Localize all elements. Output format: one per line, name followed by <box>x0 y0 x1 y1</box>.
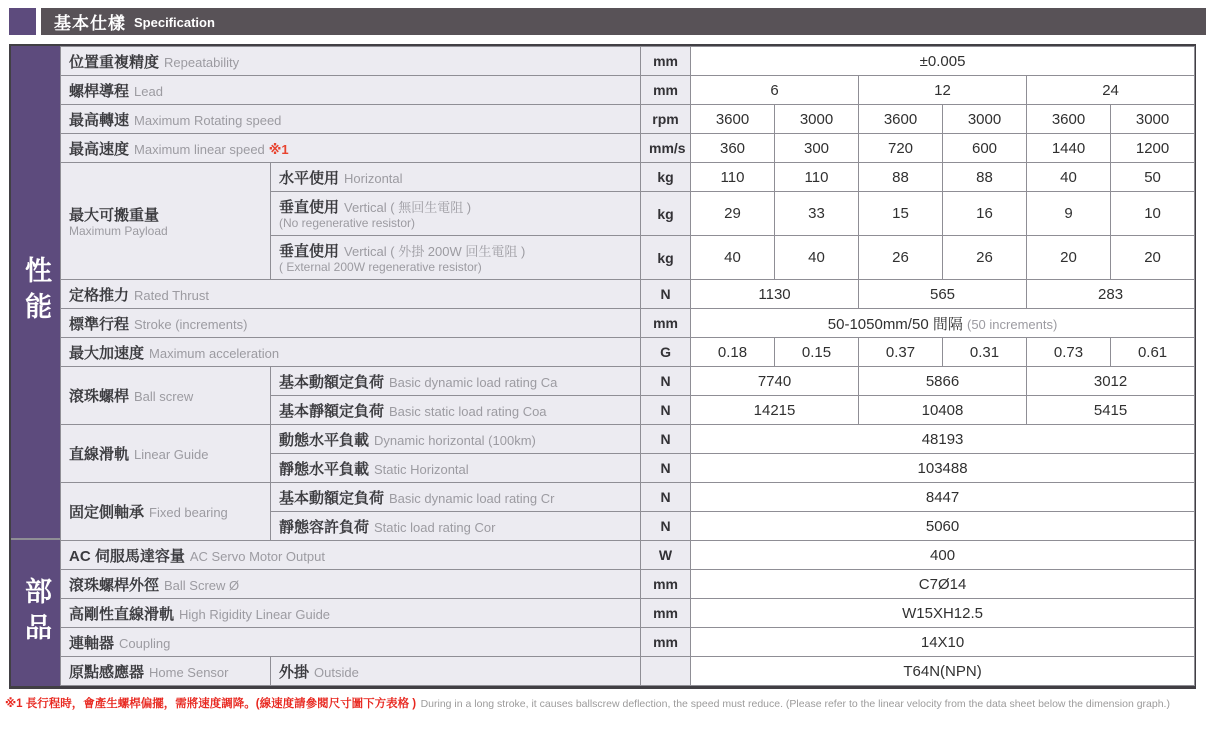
label-en: Linear Guide <box>134 447 209 462</box>
category-performance-label: 性能 <box>21 255 51 328</box>
payload-vertical-ext-regen-value-1: 40 <box>775 236 859 280</box>
category-parts <box>11 538 60 686</box>
payload-horizontal-value-2: 88 <box>859 163 943 192</box>
label-en: Vertical ( 無回生電阻 ) <box>344 200 472 216</box>
label-en: Stroke (increments) <box>134 316 248 332</box>
row-coupling <box>61 628 1195 657</box>
label-en: Maximum Payload <box>69 223 168 238</box>
rigidity-guide-unit: mm <box>641 599 691 628</box>
rated-thrust-unit: N <box>641 280 691 309</box>
row-rated-thrust <box>61 280 1195 309</box>
label-zh: 水平使用 <box>279 169 340 187</box>
label-zh: 垂直使用 <box>279 243 340 261</box>
payload-vertical-ext-regen-value-4: 20 <box>1027 236 1111 280</box>
stroke-value <box>691 309 1195 338</box>
max-payload-group-label <box>61 163 271 280</box>
payload-horizontal-value-1: 110 <box>775 163 859 192</box>
label-en: Rated Thrust <box>134 287 209 303</box>
payload-vertical-ext-regen-value-0: 40 <box>691 236 775 280</box>
ball-screw-static-label <box>271 396 641 425</box>
label-zh: 滾珠螺桿 <box>69 388 130 405</box>
label-en: Ball Screw Ø <box>164 577 240 593</box>
max-rotating-speed-value-1: 3000 <box>775 105 859 134</box>
label-en: AC Servo Motor Output <box>189 548 325 564</box>
label-zh: 外掛 <box>279 663 310 681</box>
label-en-line2: (No regenerative resistor) <box>279 216 416 231</box>
max-rotating-speed-value-5: 3000 <box>1111 105 1195 134</box>
max-linear-speed-value-1: 300 <box>775 134 859 163</box>
payload-vertical-ext-regen-value-2: 26 <box>859 236 943 280</box>
max-rotating-speed-value-2: 3600 <box>859 105 943 134</box>
linear-guide-static-label <box>271 454 641 483</box>
row-stroke <box>61 309 1195 338</box>
label-zh: 最大可搬重量 <box>69 206 160 224</box>
label-zh: 位置重複精度 <box>69 53 160 71</box>
spec-content <box>9 44 1196 689</box>
max-linear-speed-value-0: 360 <box>691 134 775 163</box>
max-acceleration-value-5: 0.61 <box>1111 338 1195 367</box>
max-linear-speed-value-4: 1440 <box>1027 134 1111 163</box>
label-zh: 直線滑軌 <box>69 446 130 463</box>
section-title-en: Specification <box>134 15 215 30</box>
payload-vertical-ext-regen-label <box>271 236 641 280</box>
home-sensor-unit <box>641 657 691 686</box>
home-sensor-value: T64N(NPN) <box>691 657 1195 686</box>
coupling-label <box>61 628 641 657</box>
label-en: Basic static load rating Coa <box>389 403 547 419</box>
label-en: Outside <box>314 664 359 680</box>
payload-vertical-no-regen-value-1: 33 <box>775 192 859 236</box>
payload-horizontal-value-4: 40 <box>1027 163 1111 192</box>
payload-vertical-no-regen-value-0: 29 <box>691 192 775 236</box>
max-acceleration-value-0: 0.18 <box>691 338 775 367</box>
rigidity-guide-value: W15XH12.5 <box>691 599 1195 628</box>
payload-horizontal-value-3: 88 <box>943 163 1027 192</box>
category-performance <box>11 46 60 538</box>
ball-screw-static-value-0: 14215 <box>691 396 859 425</box>
label-en: Horizontal <box>344 170 403 186</box>
ball-screw-static-value-2: 5415 <box>1027 396 1195 425</box>
max-acceleration-label <box>61 338 641 367</box>
linear-guide-dynamic-label <box>271 425 641 454</box>
row-linear-guide-dynamic <box>61 425 1195 454</box>
row-max-linear-speed <box>61 134 1195 163</box>
fixed-bearing-dynamic-value: 8447 <box>691 483 1195 512</box>
label-zh: 標準行程 <box>69 315 130 333</box>
label-zh: 靜態水平負載 <box>279 460 370 478</box>
servo-output-value: 400 <box>691 541 1195 570</box>
rated-thrust-label <box>61 280 641 309</box>
payload-horizontal-value-5: 50 <box>1111 163 1195 192</box>
category-sidebar <box>11 46 60 686</box>
label-en: Coupling <box>119 635 171 651</box>
coupling-unit: mm <box>641 628 691 657</box>
ball-screw-dynamic-label <box>271 367 641 396</box>
ball-screw-dynamic-value-1: 5866 <box>859 367 1027 396</box>
label-zh: 基本動額定負荷 <box>279 373 385 391</box>
ball-screw-od-label <box>61 570 641 599</box>
row-fixed-bearing-dynamic <box>61 483 1195 512</box>
row-rigidity-guide <box>61 599 1195 628</box>
lead-value-2: 24 <box>1027 76 1195 105</box>
stroke-unit: mm <box>641 309 691 338</box>
category-parts-label: 部品 <box>21 576 51 649</box>
linear-guide-static-value: 103488 <box>691 454 1195 483</box>
repeatability-label <box>61 47 641 76</box>
linear-guide-dynamic-value: 48193 <box>691 425 1195 454</box>
footnote-zh: ※1 長行程時，會產生螺桿偏擺，需將速度調降。(線速度請參閱尺寸圖下方表格 ) <box>5 698 417 710</box>
rated-thrust-value-0: 1130 <box>691 280 859 309</box>
rated-thrust-value-2: 283 <box>1027 280 1195 309</box>
row-servo-output <box>61 541 1195 570</box>
linear-guide-static-unit: N <box>641 454 691 483</box>
label-en: Maximum acceleration <box>149 345 280 361</box>
stroke-value-en: (50 increments) <box>967 316 1058 332</box>
max-linear-speed-value-2: 720 <box>859 134 943 163</box>
label-zh: 固定側軸承 <box>69 504 145 521</box>
label-en: Basic dynamic load rating Ca <box>389 374 558 390</box>
lead-value-1: 12 <box>859 76 1027 105</box>
linear-guide-group-label <box>61 425 271 483</box>
section-header-bar <box>41 8 1206 35</box>
home-sensor-label <box>61 657 271 686</box>
max-rotating-speed-value-4: 3600 <box>1027 105 1111 134</box>
label-zh: 基本靜額定負荷 <box>279 402 385 420</box>
accent-square-icon <box>9 8 36 35</box>
fixed-bearing-static-value: 5060 <box>691 512 1195 541</box>
ball-screw-dynamic-value-2: 3012 <box>1027 367 1195 396</box>
label-en: Dynamic horizontal (100km) <box>374 432 536 448</box>
label-en: High Rigidity Linear Guide <box>179 606 331 622</box>
rigidity-guide-label <box>61 599 641 628</box>
ball-screw-od-value: C7Ø14 <box>691 570 1195 599</box>
label-en: Static load rating Cor <box>374 519 496 535</box>
lead-label <box>61 76 641 105</box>
label-zh: 最大加速度 <box>69 344 145 362</box>
payload-vertical-ext-regen-value-5: 20 <box>1111 236 1195 280</box>
label-zh: 連軸器 <box>69 634 115 652</box>
payload-vertical-ext-regen-value-3: 26 <box>943 236 1027 280</box>
max-acceleration-value-3: 0.31 <box>943 338 1027 367</box>
row-repeatability <box>61 47 1195 76</box>
max-rotating-speed-unit: rpm <box>641 105 691 134</box>
repeatability-value: ±0.005 <box>691 47 1195 76</box>
footnote-en: During in a long stroke, it causes ballscrew deflection, the speed must reduce. (Please refer to the linear velocity from the data sheet below the dimension graph.) <box>420 698 1170 710</box>
payload-horizontal-unit: kg <box>641 163 691 192</box>
label-en: Ball screw <box>134 389 194 404</box>
lead-unit: mm <box>641 76 691 105</box>
max-rotating-speed-value-0: 3600 <box>691 105 775 134</box>
max-linear-speed-value-3: 600 <box>943 134 1027 163</box>
row-payload-horizontal <box>61 163 1195 192</box>
payload-vertical-no-regen-value-4: 9 <box>1027 192 1111 236</box>
payload-horizontal-label <box>271 163 641 192</box>
label-zh: 垂直使用 <box>279 199 340 217</box>
label-en: Fixed bearing <box>149 505 228 520</box>
fixed-bearing-dynamic-unit: N <box>641 483 691 512</box>
row-ball-screw-dynamic <box>61 367 1195 396</box>
row-lead <box>61 76 1195 105</box>
specification-table <box>60 46 1195 686</box>
label-zh: 靜態容許負荷 <box>279 518 370 536</box>
payload-vertical-no-regen-value-2: 15 <box>859 192 943 236</box>
max-acceleration-value-1: 0.15 <box>775 338 859 367</box>
stroke-label <box>61 309 641 338</box>
label-zh: 螺桿導程 <box>69 82 130 100</box>
payload-vertical-no-regen-value-3: 16 <box>943 192 1027 236</box>
max-linear-speed-value-5: 1200 <box>1111 134 1195 163</box>
label-en: Home Sensor <box>149 664 229 680</box>
max-acceleration-value-4: 0.73 <box>1027 338 1111 367</box>
ball-screw-dynamic-unit: N <box>641 367 691 396</box>
label-en: Maximum Rotating speed <box>134 112 282 128</box>
label-zh: 最高轉速 <box>69 111 130 129</box>
home-sensor-sub-label <box>271 657 641 686</box>
max-acceleration-value-2: 0.37 <box>859 338 943 367</box>
max-linear-speed-label <box>61 134 641 163</box>
fixed-bearing-static-label <box>271 512 641 541</box>
payload-vertical-ext-regen-unit: kg <box>641 236 691 280</box>
section-header <box>9 8 1206 35</box>
max-acceleration-unit: G <box>641 338 691 367</box>
ball-screw-dynamic-value-0: 7740 <box>691 367 859 396</box>
section-title-zh: 基本仕樣 <box>54 14 126 33</box>
label-zh: 動態水平負載 <box>279 431 370 449</box>
label-zh: 滾珠螺桿外徑 <box>69 576 160 594</box>
label-zh: 最高速度 <box>69 140 130 158</box>
max-rotating-speed-value-3: 3000 <box>943 105 1027 134</box>
label-en: Maximum linear speed <box>134 141 265 157</box>
row-max-rotating-speed <box>61 105 1195 134</box>
servo-output-label <box>61 541 641 570</box>
repeatability-unit: mm <box>641 47 691 76</box>
payload-horizontal-value-0: 110 <box>691 163 775 192</box>
row-max-acceleration <box>61 338 1195 367</box>
label-en-line2: ( External 200W regenerative resistor) <box>279 260 482 275</box>
ball-screw-group-label <box>61 367 271 425</box>
coupling-value: 14X10 <box>691 628 1195 657</box>
row-ball-screw-od <box>61 570 1195 599</box>
servo-output-unit: W <box>641 541 691 570</box>
rated-thrust-value-1: 565 <box>859 280 1027 309</box>
ball-screw-static-unit: N <box>641 396 691 425</box>
lead-value-0: 6 <box>691 76 859 105</box>
label-en: Basic dynamic load rating Cr <box>389 490 555 506</box>
max-rotating-speed-label <box>61 105 641 134</box>
fixed-bearing-dynamic-label <box>271 483 641 512</box>
payload-vertical-no-regen-label <box>271 192 641 236</box>
stroke-value-main: 50-1050mm/50 間隔 <box>827 315 963 333</box>
label-zh: 定格推力 <box>69 286 130 304</box>
footnote-marker: ※1 <box>268 141 289 157</box>
label-zh: AC 伺服馬達容量 <box>69 547 185 565</box>
footnote <box>5 694 1202 712</box>
label-zh: 基本動額定負荷 <box>279 489 385 507</box>
fixed-bearing-group-label <box>61 483 271 541</box>
ball-screw-static-value-1: 10408 <box>859 396 1027 425</box>
payload-vertical-no-regen-unit: kg <box>641 192 691 236</box>
max-linear-speed-unit: mm/s <box>641 134 691 163</box>
ball-screw-od-unit: mm <box>641 570 691 599</box>
fixed-bearing-static-unit: N <box>641 512 691 541</box>
label-zh: 原點感應器 <box>69 663 145 681</box>
label-en: Vertical ( 外掛 200W 回生電阻 ) <box>344 244 526 260</box>
label-en: Static Horizontal <box>374 461 469 477</box>
label-zh: 高剛性直線滑軌 <box>69 605 175 623</box>
label-en: Lead <box>134 83 163 99</box>
payload-vertical-no-regen-value-5: 10 <box>1111 192 1195 236</box>
label-en: Repeatability <box>164 54 240 70</box>
linear-guide-dynamic-unit: N <box>641 425 691 454</box>
row-home-sensor <box>61 657 1195 686</box>
